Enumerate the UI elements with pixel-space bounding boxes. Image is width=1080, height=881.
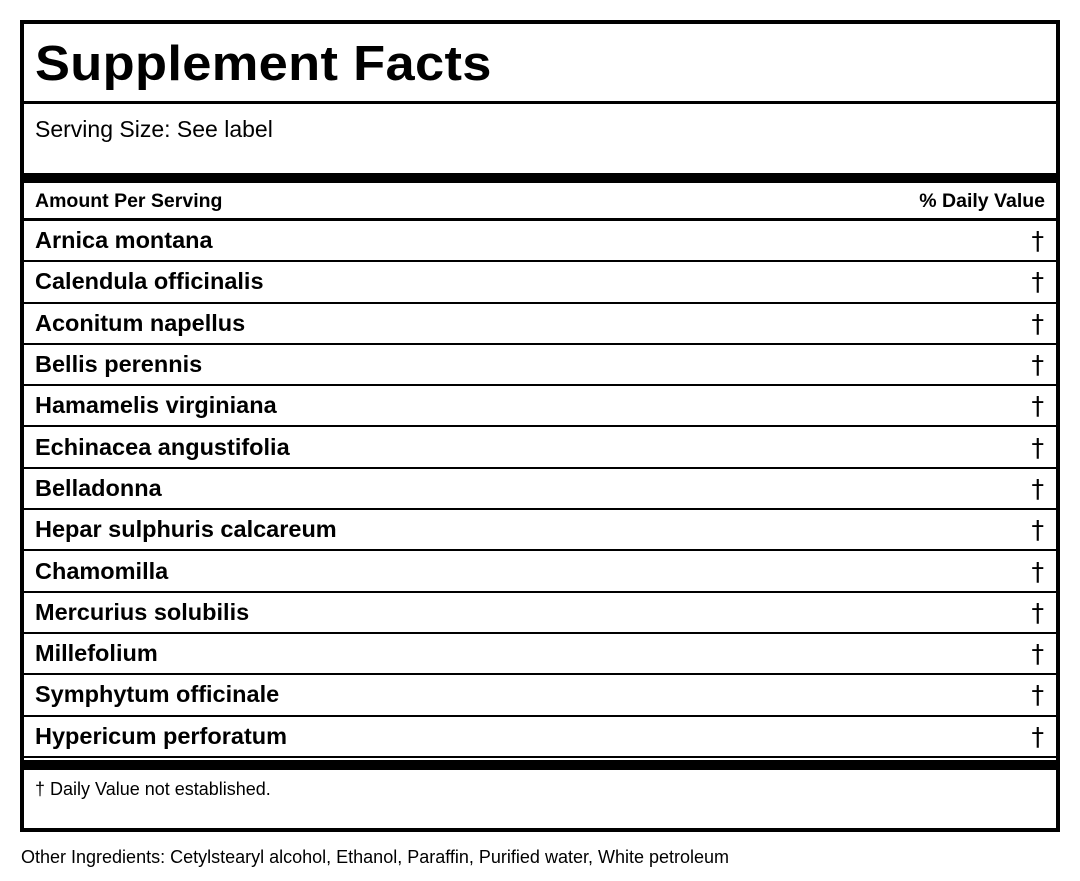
ingredient-row	[24, 469, 1056, 510]
ingredient-name: Hepar sulphuris calcareum	[35, 516, 337, 543]
panel-title: Supplement Facts	[35, 36, 492, 91]
other-ingredients: Other Ingredients: Cetylstearyl alcohol, Ethanol, Paraffin, Purified water, White petroleum	[21, 847, 730, 867]
ingredient-daily-value: †	[1031, 556, 1044, 586]
ingredient-name: Echinacea angustifolia	[35, 433, 290, 460]
ingredient-name: Arnica montana	[35, 227, 213, 254]
ingredient-row	[24, 221, 1056, 262]
ingredient-daily-value: †	[1031, 226, 1044, 256]
ingredient-daily-value: †	[1031, 721, 1044, 751]
title-row	[24, 24, 1056, 104]
ingredient-daily-value: †	[1031, 473, 1044, 503]
serving-size: Serving Size: See label	[35, 116, 273, 142]
ingredient-row	[24, 634, 1056, 675]
ingredient-name: Belladonna	[35, 474, 162, 501]
ingredient-row	[24, 386, 1056, 427]
ingredient-daily-value: †	[1031, 680, 1044, 710]
ingredient-row	[24, 304, 1056, 345]
ingredient-name: Chamomilla	[35, 557, 169, 584]
ingredient-name: Hypericum perforatum	[35, 722, 288, 749]
supplement-facts-panel	[20, 20, 1060, 832]
daily-value-footnote: † Daily Value not established.	[35, 779, 271, 800]
ingredient-name: Calendula officinalis	[35, 268, 264, 295]
thick-divider	[24, 758, 1056, 770]
ingredient-name: Mercurius solubilis	[35, 598, 250, 625]
ingredient-row	[24, 427, 1056, 468]
ingredient-row	[24, 717, 1056, 758]
column-header-row	[24, 183, 1056, 221]
ingredient-name: Symphytum officinale	[35, 681, 280, 708]
ingredient-row	[24, 675, 1056, 716]
ingredient-name: Hamamelis virginiana	[35, 392, 277, 419]
daily-value-header: % Daily Value	[919, 190, 1045, 212]
amount-per-serving-header: Amount Per Serving	[35, 190, 223, 212]
footnote-row	[24, 770, 1056, 810]
ingredient-daily-value: †	[1031, 308, 1044, 338]
ingredient-daily-value: †	[1031, 639, 1044, 669]
ingredient-row	[24, 262, 1056, 303]
ingredient-name: Bellis perennis	[35, 351, 203, 378]
serving-size-row	[24, 104, 1056, 183]
ingredient-name: Aconitum napellus	[35, 309, 246, 336]
ingredient-daily-value: †	[1031, 515, 1044, 545]
ingredient-row	[24, 551, 1056, 592]
ingredient-row	[24, 510, 1056, 551]
ingredient-daily-value: †	[1031, 432, 1044, 462]
ingredient-daily-value: †	[1031, 597, 1044, 627]
ingredient-row	[24, 593, 1056, 634]
ingredient-daily-value: †	[1031, 350, 1044, 380]
ingredient-row	[24, 345, 1056, 386]
ingredient-daily-value: †	[1031, 267, 1044, 297]
ingredient-daily-value: †	[1031, 391, 1044, 421]
ingredient-name: Millefolium	[35, 640, 158, 667]
